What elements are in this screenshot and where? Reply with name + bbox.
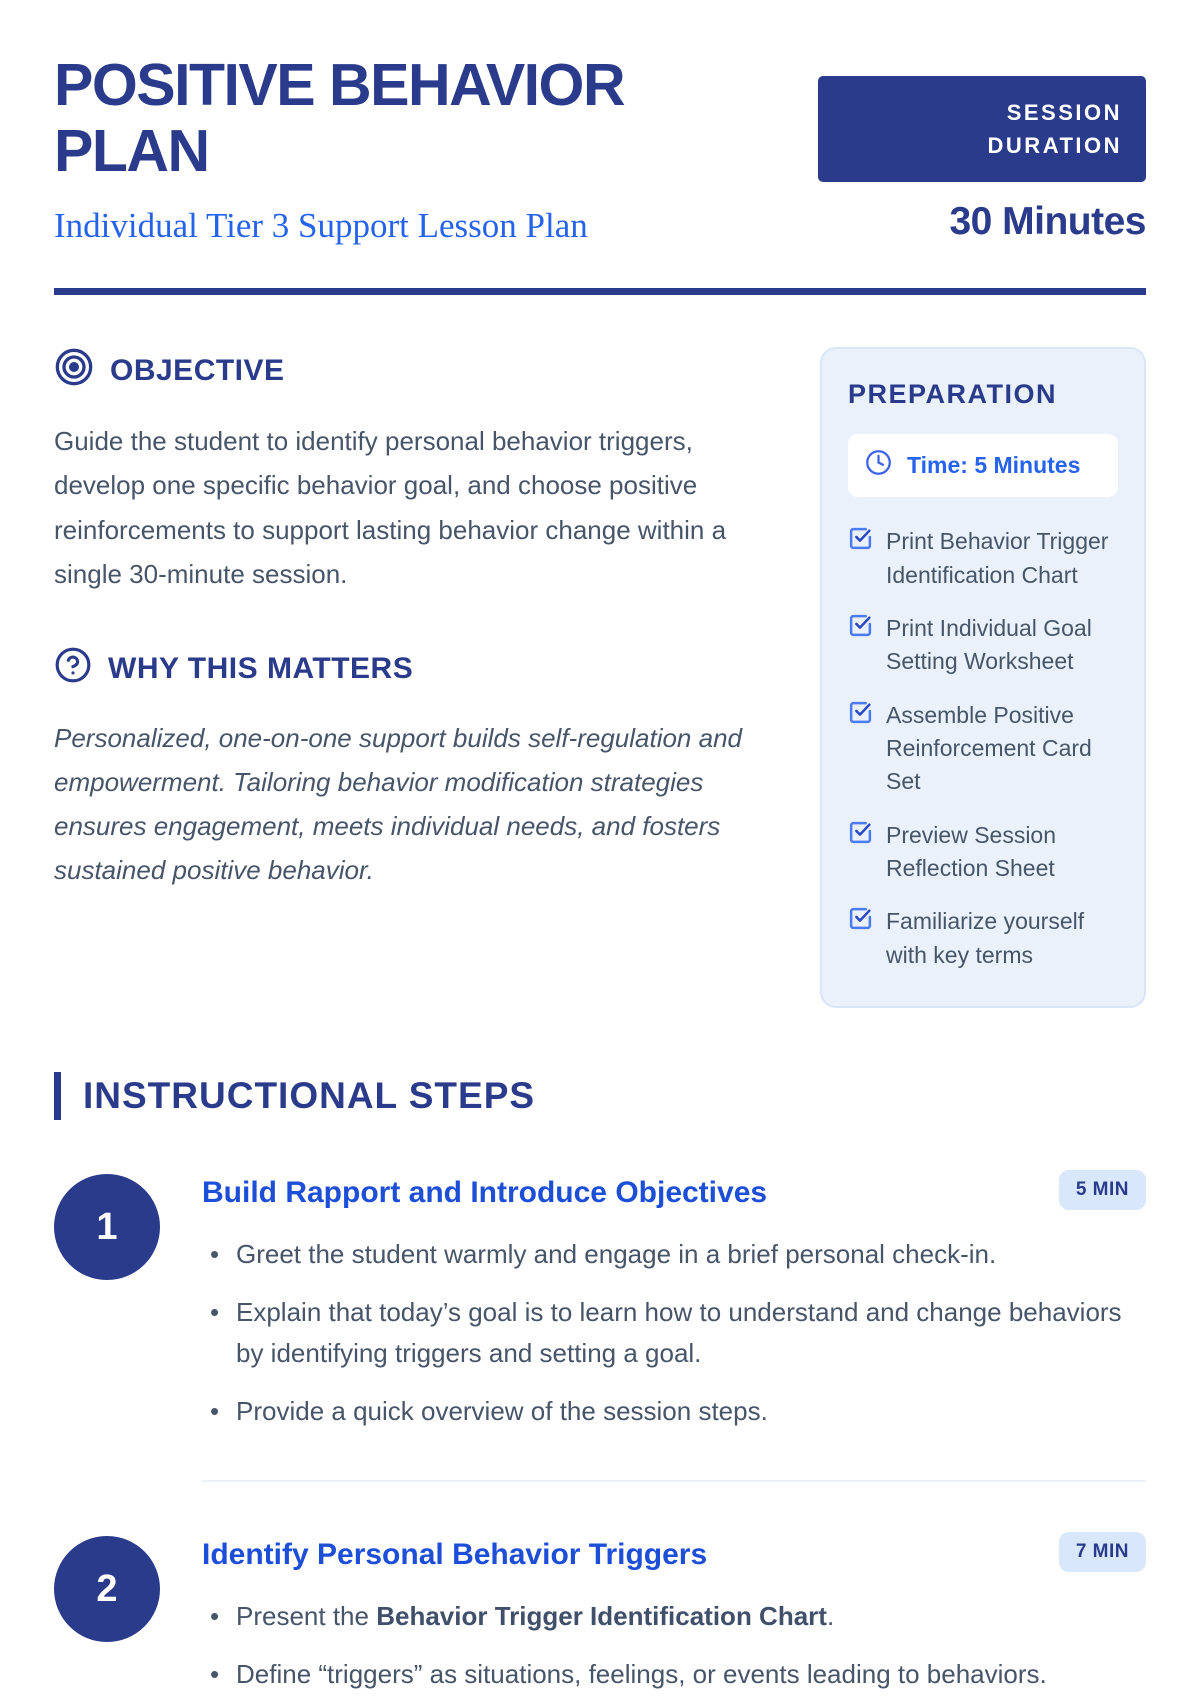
header bbox=[54, 52, 1146, 246]
page-title-line1: POSITIVE BEHAVIOR bbox=[54, 52, 625, 118]
step-duration-badge: 7 MIN bbox=[1059, 1532, 1146, 1572]
step-bullet bbox=[202, 1292, 1146, 1375]
step-duration-badge: 5 MIN bbox=[1059, 1170, 1146, 1210]
header-left bbox=[54, 52, 624, 246]
page-title bbox=[54, 52, 624, 184]
step-body bbox=[202, 1170, 1146, 1432]
step-title: Identify Personal Behavior Triggers bbox=[202, 1538, 708, 1572]
checkbox-checked-icon bbox=[848, 700, 873, 799]
instructional-steps-heading: INSTRUCTIONAL STEPS bbox=[54, 1072, 1146, 1120]
step-number-badge: 1 bbox=[54, 1174, 160, 1280]
prep-checklist-item-label: Preview Session Reflection Sheet bbox=[886, 821, 1057, 881]
step-header bbox=[202, 1532, 1146, 1572]
bullet-text: Present the bbox=[236, 1601, 377, 1632]
preparation-time-label: Time: 5 Minutes bbox=[907, 452, 1081, 479]
page-subtitle: Individual Tier 3 Support Lesson Plan bbox=[54, 206, 588, 246]
bullet-text: Provide a quick overview of the session steps. bbox=[236, 1395, 768, 1426]
step-bullet bbox=[202, 1654, 1146, 1696]
session-duration-box bbox=[818, 76, 1146, 182]
left-column bbox=[54, 347, 782, 919]
prep-checklist bbox=[848, 525, 1118, 972]
prep-checklist-item bbox=[848, 612, 1118, 679]
target-icon bbox=[54, 347, 94, 395]
step-2 bbox=[54, 1532, 1146, 1695]
preparation-card bbox=[820, 347, 1146, 1008]
page-title-line2: PLAN bbox=[54, 118, 209, 185]
step-body bbox=[202, 1532, 1146, 1695]
step-number-badge: 2 bbox=[54, 1536, 160, 1642]
header-right bbox=[818, 76, 1146, 244]
step-bullet-list bbox=[202, 1596, 1146, 1695]
step-1 bbox=[54, 1170, 1146, 1432]
session-duration-label-line1: SESSION bbox=[1006, 100, 1122, 125]
why-this-matters-heading-label: WHY THIS MATTERS bbox=[108, 651, 414, 685]
prep-checklist-item bbox=[848, 905, 1118, 972]
why-this-matters-body: Personalized, one-on-one support builds self-regulation and empowerment. Tailoring behavior modification strategies ensures engagement, meets individual needs, and fosters sustained positive behavior. bbox=[54, 722, 742, 886]
prep-checklist-item-label: Familiarize yourself with key terms bbox=[886, 908, 1085, 968]
objective-body: Guide the student to identify personal behavior triggers, develop one specific behavior goal, and choose positive reinforcements to support lasting behavior change within a single 30-minute session. bbox=[54, 426, 727, 589]
session-duration-value: 30 Minutes bbox=[949, 200, 1146, 243]
help-circle-icon bbox=[54, 646, 92, 692]
objective-heading-label: OBJECTIVE bbox=[110, 354, 285, 388]
step-bullet bbox=[202, 1596, 1146, 1638]
bullet-text: . bbox=[826, 1601, 835, 1632]
step-divider bbox=[202, 1480, 1146, 1482]
checkbox-checked-icon bbox=[848, 613, 873, 679]
prep-checklist-item-label: Print Behavior Trigger Identification Chart bbox=[886, 528, 1109, 588]
checkbox-checked-icon bbox=[848, 906, 873, 972]
prep-checklist-item-label: Print Individual Goal Setting Worksheet bbox=[886, 614, 1092, 675]
main-content bbox=[54, 347, 1146, 1008]
step-header bbox=[202, 1170, 1146, 1210]
objective-heading bbox=[54, 347, 782, 395]
prep-checklist-item-label: Assemble Positive Reinforcement Card Set bbox=[886, 701, 1092, 795]
step-bullet bbox=[202, 1234, 1146, 1276]
steps-list bbox=[54, 1170, 1146, 1696]
why-this-matters-section bbox=[54, 646, 782, 893]
checkbox-checked-icon bbox=[848, 820, 873, 886]
bullet-text: Greet the student warmly and engage in a brief personal check-in. bbox=[236, 1239, 997, 1270]
prep-checklist-item bbox=[848, 819, 1118, 886]
step-title: Build Rapport and Introduce Objectives bbox=[202, 1176, 768, 1210]
checkbox-checked-icon bbox=[848, 526, 873, 592]
session-duration-label-line2: DURATION bbox=[987, 133, 1122, 158]
clock-icon bbox=[865, 449, 892, 482]
bullet-text: Define “triggers” as situations, feelings, or events leading to behaviors. bbox=[236, 1659, 1047, 1689]
bullet-text: Explain that today’s goal is to learn how to understand and change behaviors by identifying triggers and setting a goal. bbox=[236, 1296, 1122, 1369]
prep-checklist-item bbox=[848, 699, 1118, 799]
step-bullet-list bbox=[202, 1234, 1146, 1432]
why-this-matters-heading bbox=[54, 646, 782, 692]
header-divider bbox=[54, 288, 1146, 295]
preparation-heading: PREPARATION bbox=[848, 379, 1058, 410]
step-bullet bbox=[202, 1391, 1146, 1433]
bullet-text-bold: Behavior Trigger Identification Chart bbox=[376, 1601, 827, 1632]
prep-checklist-item bbox=[848, 525, 1118, 592]
preparation-time-pill bbox=[848, 434, 1118, 497]
instructional-steps-section bbox=[54, 1072, 1146, 1696]
